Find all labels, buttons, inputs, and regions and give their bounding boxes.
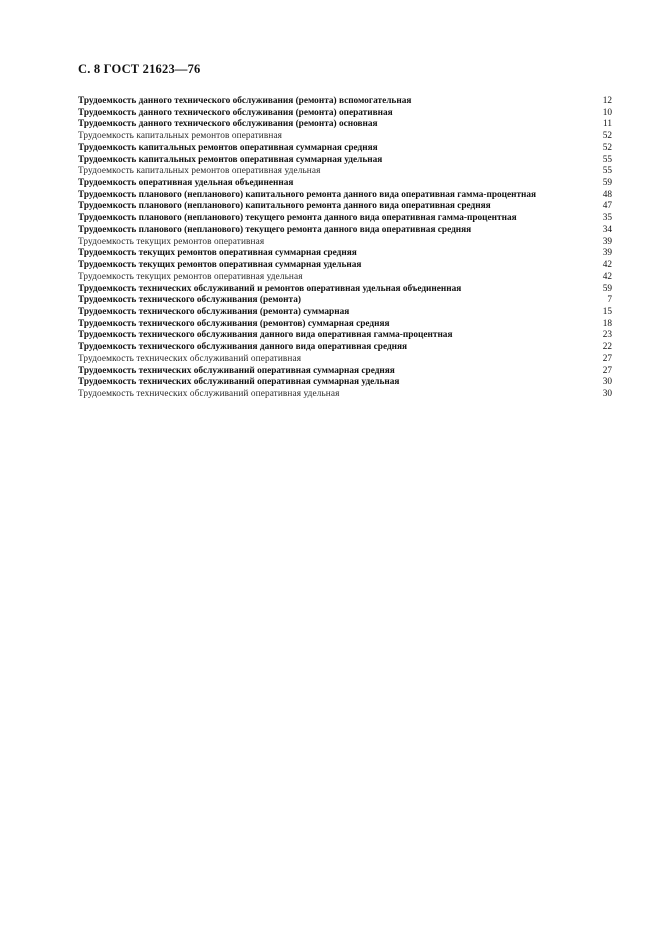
index-entry [78, 143, 612, 155]
index-entry [78, 108, 612, 120]
index-entry [78, 260, 612, 272]
index-term: Трудоемкость технических обслуживаний и ремонтов оперативная удельная объединенная [78, 283, 462, 294]
index-entry [78, 295, 612, 307]
index-entry [78, 330, 612, 342]
index-term: Трудоемкость планового (непланового) текущего ремонта данного вида оперативная гамма-процентная [78, 213, 517, 224]
index-term: Трудоемкость технического обслуживания данного вида оперативная гамма-процентная [78, 330, 453, 341]
index-entry [78, 225, 612, 237]
index-term: Трудоемкость технических обслуживаний оперативная суммарная средняя [78, 365, 395, 376]
index-term: Трудоемкость текущих ремонтов оперативная суммарная средняя [78, 248, 357, 259]
index-page-number: 52 [602, 142, 612, 153]
index-page-number: 34 [602, 224, 612, 235]
index-entry [78, 284, 612, 296]
index-page-number: 59 [602, 283, 612, 294]
index-page-number: 10 [602, 107, 612, 118]
index-term: Трудоемкость оперативная удельная объединенная [78, 178, 294, 189]
index-term: Трудоемкость планового (непланового) капитального ремонта данного вида оперативная гамма-процентная [78, 189, 537, 200]
index-page-number: 30 [602, 377, 612, 388]
index-page-number: 27 [602, 353, 612, 364]
index-page-number: 35 [602, 213, 612, 224]
index-term: Трудоемкость данного технического обслуживания (ремонта) вспомогательная [78, 96, 412, 106]
index-page-number: 59 [602, 178, 612, 189]
index-page-number: 27 [602, 365, 612, 376]
index-term: Трудоемкость капитальных ремонтов оперативная суммарная средняя [78, 142, 378, 153]
index-entry [78, 248, 612, 260]
index-entry [78, 389, 612, 401]
index-term: Трудоемкость технических обслуживаний оперативная [78, 353, 302, 364]
index-term: Трудоемкость данного технического обслуживания (ремонта) оперативная [78, 107, 393, 118]
index-term: Трудоемкость технических обслуживаний оперативная суммарная удельная [78, 377, 400, 388]
index-page-number: 47 [602, 201, 612, 212]
index-page-number: 12 [602, 96, 612, 106]
index-entry [78, 166, 612, 178]
index-entry [78, 354, 612, 366]
index-term: Трудоемкость капитальных ремонтов оперативная удельная [78, 166, 321, 177]
index-term: Трудоемкость технических обслуживаний оперативная удельная [78, 388, 340, 399]
index-term: Трудоемкость текущих ремонтов оперативная суммарная удельная [78, 260, 362, 271]
index-entry [78, 272, 612, 284]
index-page-number: 39 [602, 236, 612, 247]
index-entry [78, 119, 612, 131]
index-page-number: 55 [602, 166, 612, 177]
index-term: Трудоемкость капитальных ремонтов оперативная [78, 131, 283, 142]
index-term: Трудоемкость планового (непланового) капитального ремонта данного вида оперативная средняя [78, 201, 491, 212]
index-entry [78, 96, 612, 108]
page-header: С. 8 ГОСТ 21623—76 [78, 62, 201, 76]
index-page-number: 39 [602, 248, 612, 259]
index-term: Трудоемкость технического обслуживания данного вида оперативная средняя [78, 342, 408, 353]
index-entry [78, 366, 612, 378]
index-page-number: 42 [602, 271, 612, 282]
index-page-number: 18 [602, 318, 612, 329]
index-page-number: 48 [602, 189, 612, 200]
index-entry [78, 213, 612, 225]
index-page-number: 55 [602, 154, 612, 165]
index-term: Трудоемкость технического обслуживания (ремонтов) суммарная средняя [78, 318, 390, 329]
index-entry [78, 319, 612, 331]
index-entry [78, 307, 612, 319]
index-term: Трудоемкость планового (непланового) текущего ремонта данного вида оперативная средняя [78, 224, 472, 235]
index-page-number: 22 [602, 342, 612, 353]
index-term: Трудоемкость капитальных ремонтов оперативная суммарная удельная [78, 154, 383, 165]
index-page-number: 11 [603, 119, 612, 130]
index-term: Трудоемкость технического обслуживания (ремонта) [78, 295, 301, 306]
index-page-number: 52 [602, 131, 612, 142]
alphabetical-index [78, 96, 612, 401]
index-entry [78, 190, 612, 202]
index-term: Трудоемкость технического обслуживания (ремонта) суммарная [78, 306, 350, 317]
index-term: Трудоемкость данного технического обслуживания (ремонта) основная [78, 119, 378, 130]
index-page-number: 42 [602, 260, 612, 271]
index-page-number: 7 [607, 295, 612, 306]
index-entry [78, 155, 612, 167]
index-entry [78, 178, 612, 190]
index-page-number: 30 [602, 388, 612, 399]
index-term: Трудоемкость текущих ремонтов оперативная удельная [78, 271, 303, 282]
index-page-number: 15 [602, 306, 612, 317]
index-entry [78, 237, 612, 249]
index-entry [78, 342, 612, 354]
index-page-number: 23 [602, 330, 612, 341]
index-entry [78, 201, 612, 213]
index-entry [78, 377, 612, 389]
index-entry [78, 131, 612, 143]
index-term: Трудоемкость текущих ремонтов оперативная [78, 236, 265, 247]
